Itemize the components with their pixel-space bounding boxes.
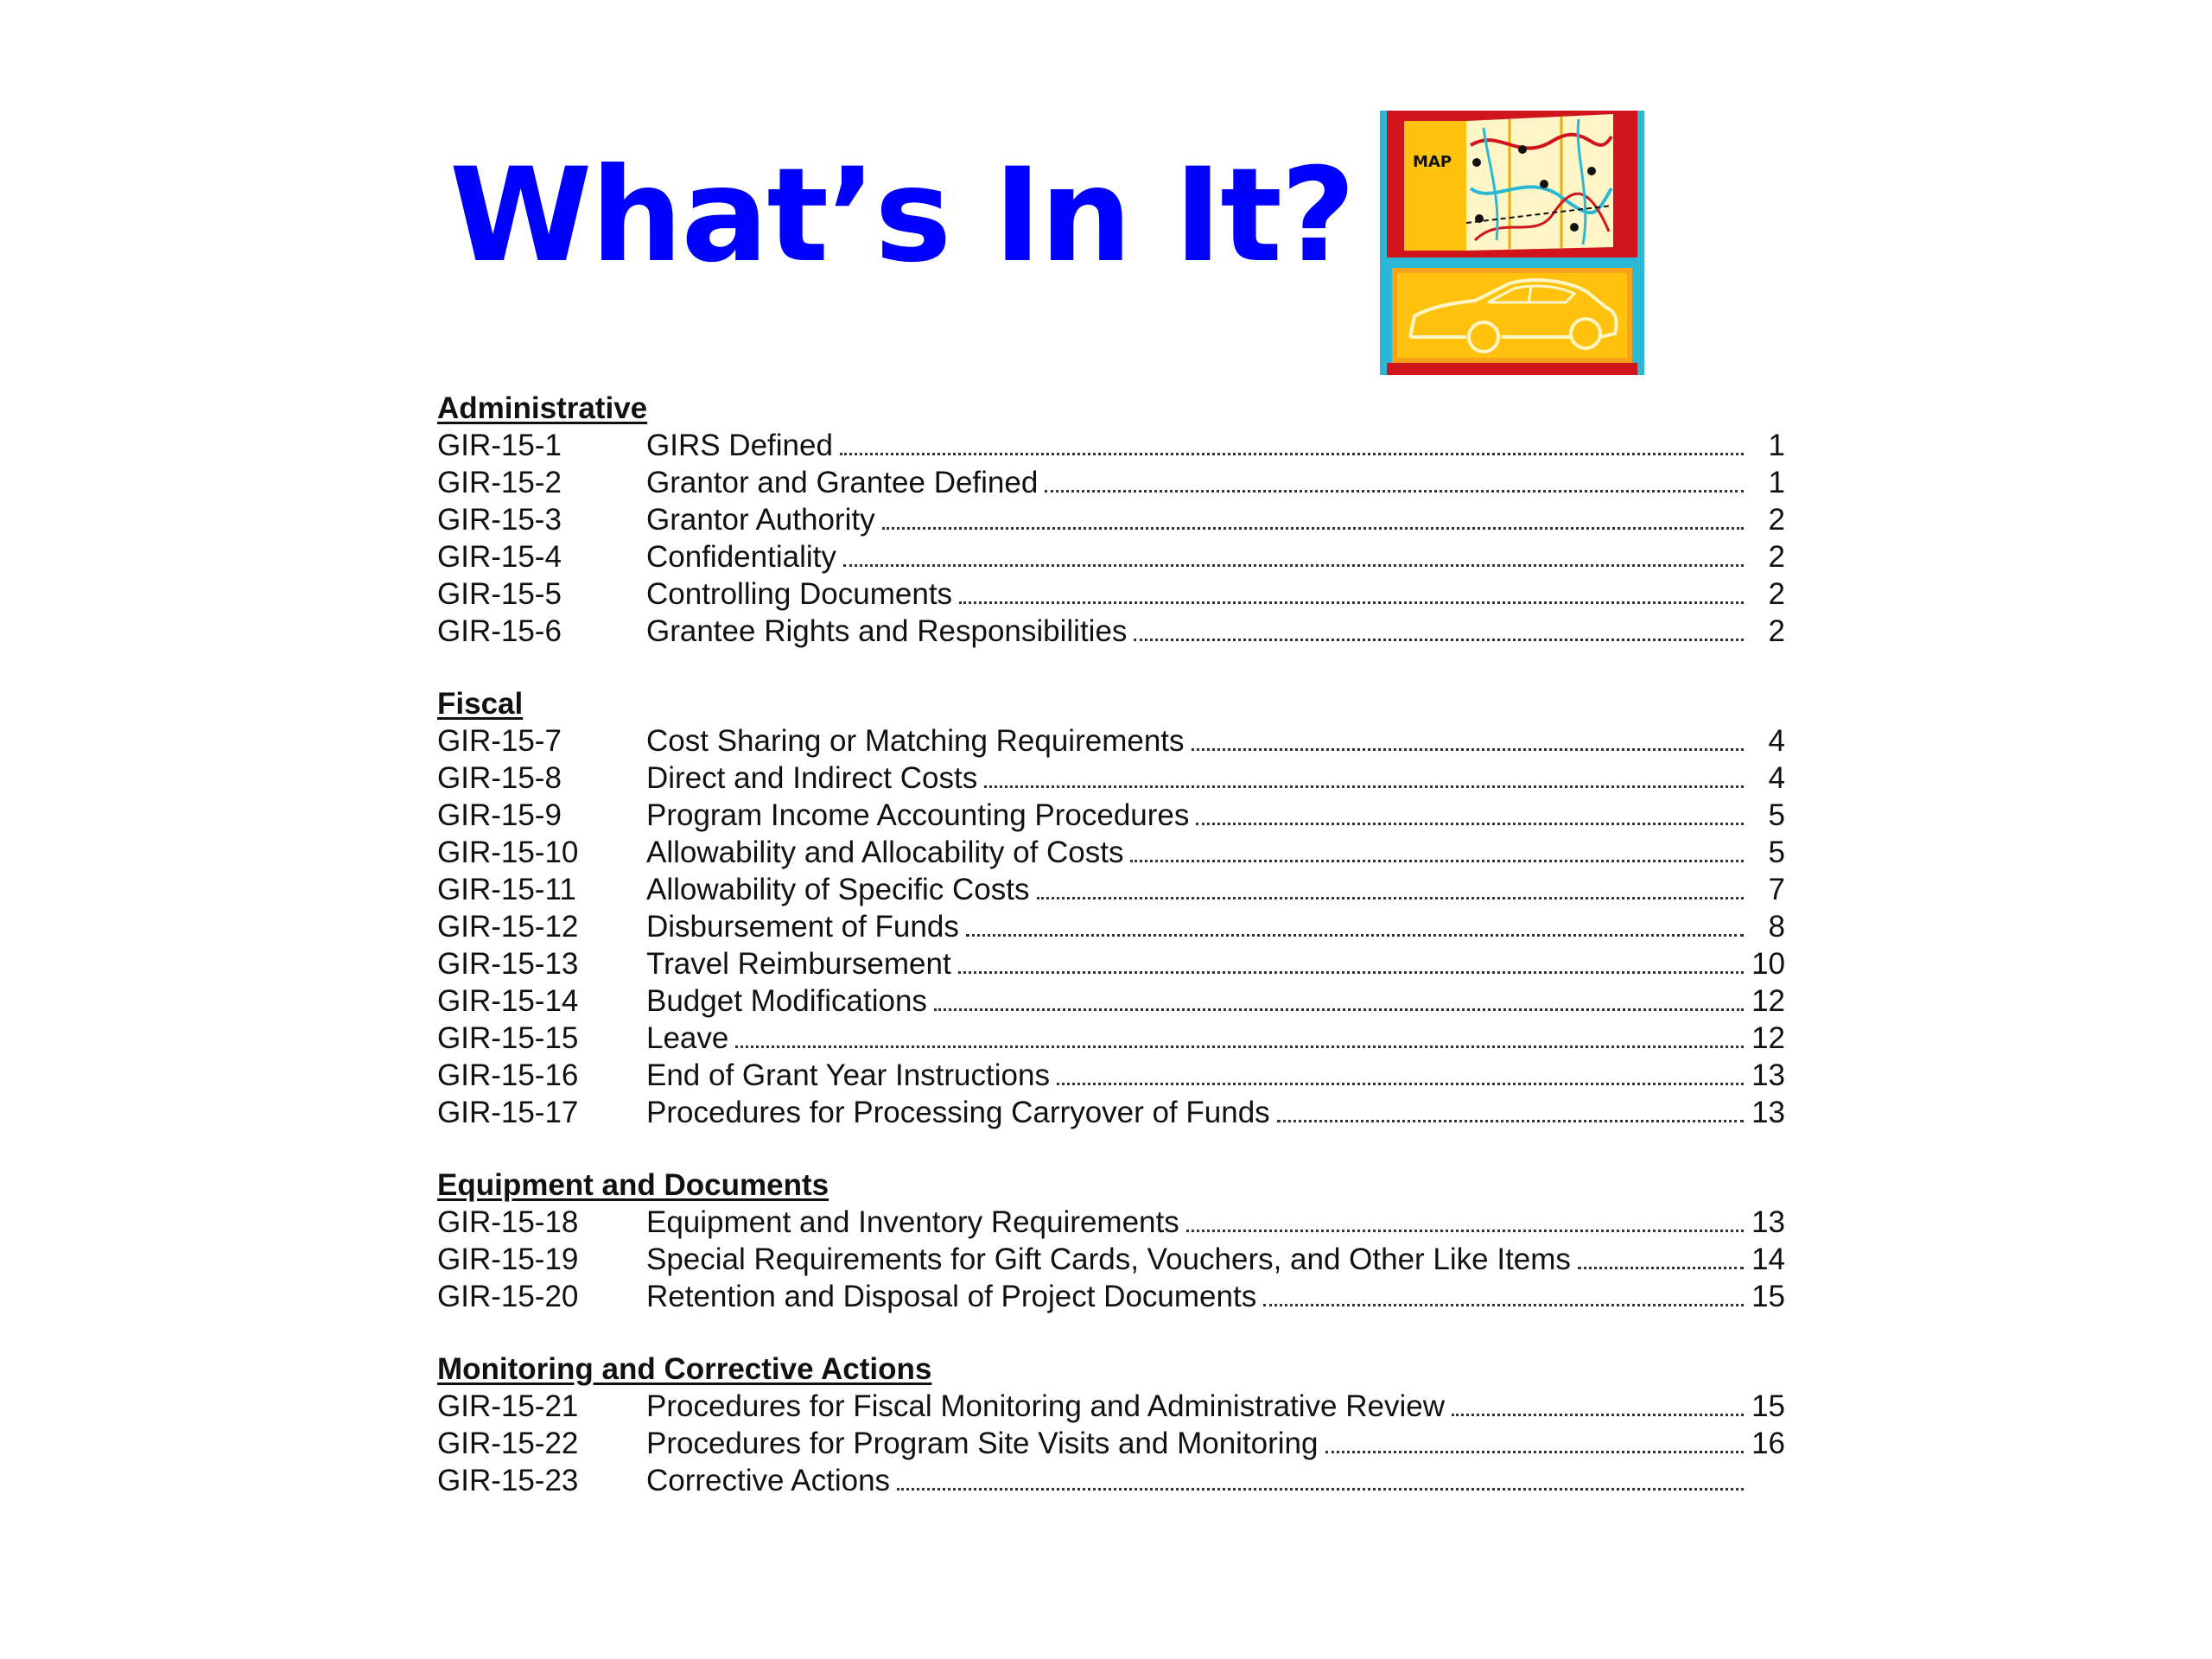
entry-title: Direct and Indirect Costs — [646, 761, 978, 795]
entry-title: Corrective Actions — [646, 1464, 891, 1497]
section-administrative — [437, 391, 1785, 650]
toc-entry — [437, 613, 1785, 650]
dot-leader — [1263, 1304, 1744, 1306]
toc-entry — [437, 501, 1785, 538]
entry-page: 5 — [1768, 836, 1785, 869]
entry-page: 1 — [1768, 466, 1785, 499]
entry-code: GIR-15-9 — [437, 798, 562, 832]
entry-title: Procedures for Program Site Visits and Monitoring — [646, 1427, 1319, 1460]
entry-page: 4 — [1768, 761, 1785, 795]
toc-entry — [437, 871, 1785, 908]
page-title: What’s In It? — [449, 141, 1354, 291]
toc-entry — [437, 760, 1785, 797]
entry-code: GIR-15-11 — [437, 873, 576, 906]
toc-entry — [437, 1094, 1785, 1131]
entry-title: Procedures for Processing Carryover of Funds — [646, 1096, 1270, 1129]
dot-leader — [934, 1008, 1744, 1011]
entry-title: Allowability and Allocability of Costs — [646, 836, 1124, 869]
dot-leader — [958, 971, 1744, 974]
toc-entry — [437, 575, 1785, 613]
dot-leader — [1277, 1120, 1744, 1122]
section-fiscal — [437, 686, 1785, 1131]
entry-title: Grantor Authority — [646, 503, 875, 537]
entry-page: 15 — [1751, 1280, 1785, 1313]
entry-title: Procedures for Fiscal Monitoring and Administrative Review — [646, 1389, 1445, 1423]
entry-code: GIR-15-19 — [437, 1243, 579, 1276]
dot-leader — [1134, 639, 1744, 641]
entry-title: End of Grant Year Instructions — [646, 1058, 1050, 1092]
entry-code: GIR-15-8 — [437, 761, 562, 795]
section-heading: Equipment and Documents — [437, 1168, 830, 1202]
entry-code: GIR-15-3 — [437, 503, 562, 537]
entry-page: 2 — [1768, 503, 1785, 537]
toc-entry — [437, 1425, 1785, 1462]
entry-code: GIR-15-18 — [437, 1205, 579, 1239]
dot-leader — [1196, 823, 1744, 825]
toc-entry — [437, 427, 1785, 464]
entry-page: 2 — [1768, 614, 1785, 648]
entry-title: Equipment and Inventory Requirements — [646, 1205, 1179, 1239]
entry-title: Budget Modifications — [646, 984, 927, 1018]
dot-leader — [1186, 1230, 1744, 1232]
dot-leader — [843, 564, 1744, 567]
entry-title: GIRS Defined — [646, 429, 833, 462]
dot-leader — [1325, 1451, 1745, 1453]
entry-page: 16 — [1751, 1427, 1785, 1460]
entry-title: Disbursement of Funds — [646, 910, 959, 944]
entry-page: 12 — [1751, 1021, 1785, 1055]
entry-code: GIR-15-7 — [437, 724, 562, 758]
entry-title: Confidentiality — [646, 540, 836, 574]
toc-entry — [437, 464, 1785, 501]
dot-leader — [1452, 1414, 1744, 1416]
entry-page: 5 — [1768, 798, 1785, 832]
entry-title: Cost Sharing or Matching Requirements — [646, 724, 1185, 758]
entry-title: Allowability of Specific Costs — [646, 873, 1030, 906]
entry-code: GIR-15-22 — [437, 1427, 579, 1460]
toc-entry — [437, 945, 1785, 982]
entry-title: Special Requirements for Gift Cards, Vouchers, and Other Like Items — [646, 1243, 1571, 1276]
section-heading: Administrative — [437, 391, 648, 425]
entry-page: 2 — [1768, 540, 1785, 574]
toc-entry — [437, 722, 1785, 760]
dot-leader — [959, 601, 1744, 604]
dot-leader — [1130, 860, 1744, 862]
dot-leader — [1037, 897, 1745, 899]
entry-code: GIR-15-10 — [437, 836, 579, 869]
toc-entry — [437, 834, 1785, 871]
entry-title: Retention and Disposal of Project Documents — [646, 1280, 1257, 1313]
entry-title: Grantee Rights and Responsibilities — [646, 614, 1128, 648]
toc-entry — [437, 908, 1785, 945]
toc-entry — [437, 1057, 1785, 1094]
entry-code: GIR-15-12 — [437, 910, 579, 944]
entry-page: 13 — [1751, 1058, 1785, 1092]
entry-code: GIR-15-6 — [437, 614, 562, 648]
toc-entry — [437, 1462, 1785, 1499]
entry-page: 12 — [1751, 984, 1785, 1018]
entry-page: 10 — [1751, 947, 1785, 981]
dot-leader — [1192, 748, 1744, 751]
toc-entry — [437, 538, 1785, 575]
section-heading: Fiscal — [437, 687, 524, 721]
toc-entry — [437, 1204, 1785, 1241]
entry-code: GIR-15-15 — [437, 1021, 579, 1055]
entry-page: 1 — [1768, 429, 1785, 462]
entry-page: 13 — [1751, 1096, 1785, 1129]
toc-entry — [437, 1241, 1785, 1278]
section-monitoring-and-corrective-actions — [437, 1351, 1785, 1499]
entry-code: GIR-15-23 — [437, 1464, 579, 1497]
map-label: MAP — [1413, 153, 1452, 171]
dot-leader — [840, 453, 1744, 455]
entry-code: GIR-15-16 — [437, 1058, 579, 1092]
entry-page: 15 — [1751, 1389, 1785, 1423]
dot-leader — [735, 1046, 1744, 1048]
dot-leader — [1057, 1083, 1744, 1085]
dot-leader — [882, 527, 1744, 530]
toc-entry — [437, 982, 1785, 1020]
dot-leader — [984, 785, 1744, 788]
entry-code: GIR-15-4 — [437, 540, 562, 574]
entry-code: GIR-15-20 — [437, 1280, 579, 1313]
dot-leader — [1578, 1267, 1744, 1269]
toc-entry — [437, 1278, 1785, 1315]
entry-code: GIR-15-14 — [437, 984, 579, 1018]
entry-code: GIR-15-13 — [437, 947, 579, 981]
entry-page: 13 — [1751, 1205, 1785, 1239]
map-and-car-icon — [1380, 111, 1644, 375]
entry-title: Travel Reimbursement — [646, 947, 951, 981]
section-heading: Monitoring and Corrective Actions — [437, 1352, 932, 1386]
dot-leader — [897, 1488, 1744, 1491]
dot-leader — [966, 934, 1744, 937]
entry-code: GIR-15-5 — [437, 577, 562, 611]
section-equipment-and-documents — [437, 1167, 1785, 1315]
entry-code: GIR-15-17 — [437, 1096, 579, 1129]
toc-entry — [437, 797, 1785, 834]
entry-page: 2 — [1768, 577, 1785, 611]
entry-page: 8 — [1768, 910, 1785, 944]
toc-entry — [437, 1020, 1785, 1057]
dot-leader — [1045, 490, 1744, 493]
entry-title: Controlling Documents — [646, 577, 953, 611]
entry-title: Program Income Accounting Procedures — [646, 798, 1190, 832]
entry-page: 7 — [1768, 873, 1785, 906]
entry-page: 14 — [1751, 1243, 1785, 1276]
table-of-contents — [437, 391, 1785, 1535]
toc-entry — [437, 1388, 1785, 1425]
entry-page: 4 — [1768, 724, 1785, 758]
entry-code: GIR-15-21 — [437, 1389, 579, 1423]
entry-title: Leave — [646, 1021, 729, 1055]
entry-title: Grantor and Grantee Defined — [646, 466, 1039, 499]
entry-code: GIR-15-1 — [437, 429, 562, 462]
entry-code: GIR-15-2 — [437, 466, 562, 499]
